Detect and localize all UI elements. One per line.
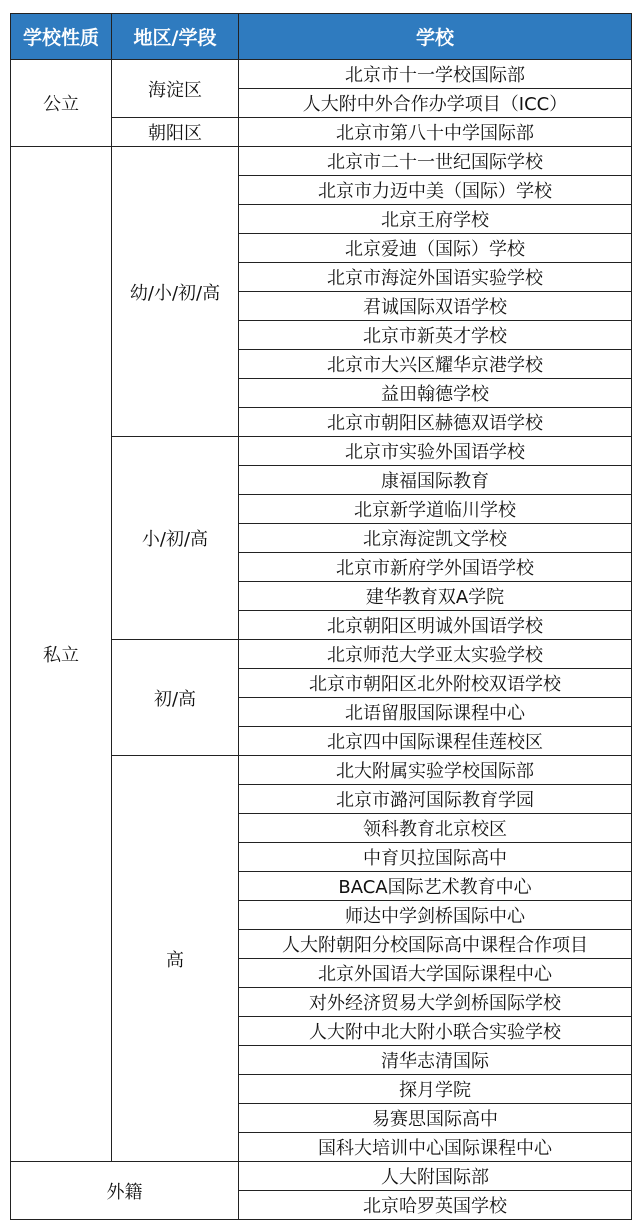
school-name-cell: 北大附属实验学校国际部 xyxy=(239,756,632,785)
table-row xyxy=(11,60,632,89)
header-school-nature: 学校性质 xyxy=(11,14,112,60)
school-name-cell: 北京市第八十中学国际部 xyxy=(239,118,632,147)
school-name-cell: BACA国际艺术教育中心 xyxy=(239,872,632,901)
school-name-cell: 清华志清国际 xyxy=(239,1046,632,1075)
school-name-cell: 建华教育双A学院 xyxy=(239,582,632,611)
school-name-cell: 北京爱迪（国际）学校 xyxy=(239,234,632,263)
school-name-cell: 北京市朝阳区北外附校双语学校 xyxy=(239,669,632,698)
school-name-cell: 北京新学道临川学校 xyxy=(239,495,632,524)
region-stage-cell: 小/初/高 xyxy=(112,437,239,640)
school-name-cell: 北京市新英才学校 xyxy=(239,321,632,350)
school-nature-cell: 私立 xyxy=(11,147,112,1162)
school-nature-cell: 外籍 xyxy=(11,1162,239,1220)
header-school: 学校 xyxy=(239,14,632,60)
school-name-cell: 北京市十一学校国际部 xyxy=(239,60,632,89)
school-name-cell: 领科教育北京校区 xyxy=(239,814,632,843)
school-name-cell: 康福国际教育 xyxy=(239,466,632,495)
school-name-cell: 北京市实验外国语学校 xyxy=(239,437,632,466)
school-name-cell: 对外经济贸易大学剑桥国际学校 xyxy=(239,988,632,1017)
school-name-cell: 北京朝阳区明诚外国语学校 xyxy=(239,611,632,640)
school-name-cell: 师达中学剑桥国际中心 xyxy=(239,901,632,930)
school-name-cell: 北京四中国际课程佳莲校区 xyxy=(239,727,632,756)
region-stage-cell: 朝阳区 xyxy=(112,118,239,147)
table-row xyxy=(11,1162,632,1191)
school-name-cell: 君诚国际双语学校 xyxy=(239,292,632,321)
school-name-cell: 北京市二十一世纪国际学校 xyxy=(239,147,632,176)
school-name-cell: 人大附国际部 xyxy=(239,1162,632,1191)
school-name-cell: 北京王府学校 xyxy=(239,205,632,234)
header-region-stage: 地区/学段 xyxy=(112,14,239,60)
schools-table xyxy=(10,13,632,1220)
school-name-cell: 国科大培训中心国际课程中心 xyxy=(239,1133,632,1162)
region-stage-cell: 初/高 xyxy=(112,640,239,756)
school-name-cell: 北京外国语大学国际课程中心 xyxy=(239,959,632,988)
school-name-cell: 北京市朝阳区赫德双语学校 xyxy=(239,408,632,437)
region-stage-cell: 幼/小/初/高 xyxy=(112,147,239,437)
school-name-cell: 探月学院 xyxy=(239,1075,632,1104)
region-stage-cell: 海淀区 xyxy=(112,60,239,118)
school-name-cell: 北京师范大学亚太实验学校 xyxy=(239,640,632,669)
school-name-cell: 人大附朝阳分校国际高中课程合作项目 xyxy=(239,930,632,959)
school-name-cell: 北京市海淀外国语实验学校 xyxy=(239,263,632,292)
school-name-cell: 人大附中外合作办学项目（ICC） xyxy=(239,89,632,118)
school-name-cell: 益田翰德学校 xyxy=(239,379,632,408)
school-name-cell: 北京海淀凯文学校 xyxy=(239,524,632,553)
school-name-cell: 北京哈罗英国学校 xyxy=(239,1191,632,1220)
table-body xyxy=(11,60,632,1220)
school-name-cell: 中育贝拉国际高中 xyxy=(239,843,632,872)
school-name-cell: 人大附中北大附小联合实验学校 xyxy=(239,1017,632,1046)
school-name-cell: 易赛思国际高中 xyxy=(239,1104,632,1133)
school-name-cell: 北京市力迈中美（国际）学校 xyxy=(239,176,632,205)
table-row xyxy=(11,147,632,176)
region-stage-cell: 高 xyxy=(112,756,239,1162)
school-name-cell: 北语留服国际课程中心 xyxy=(239,698,632,727)
header-row xyxy=(11,14,632,60)
school-name-cell: 北京市潞河国际教育学园 xyxy=(239,785,632,814)
school-name-cell: 北京市大兴区耀华京港学校 xyxy=(239,350,632,379)
school-name-cell: 北京市新府学外国语学校 xyxy=(239,553,632,582)
school-nature-cell: 公立 xyxy=(11,60,112,147)
